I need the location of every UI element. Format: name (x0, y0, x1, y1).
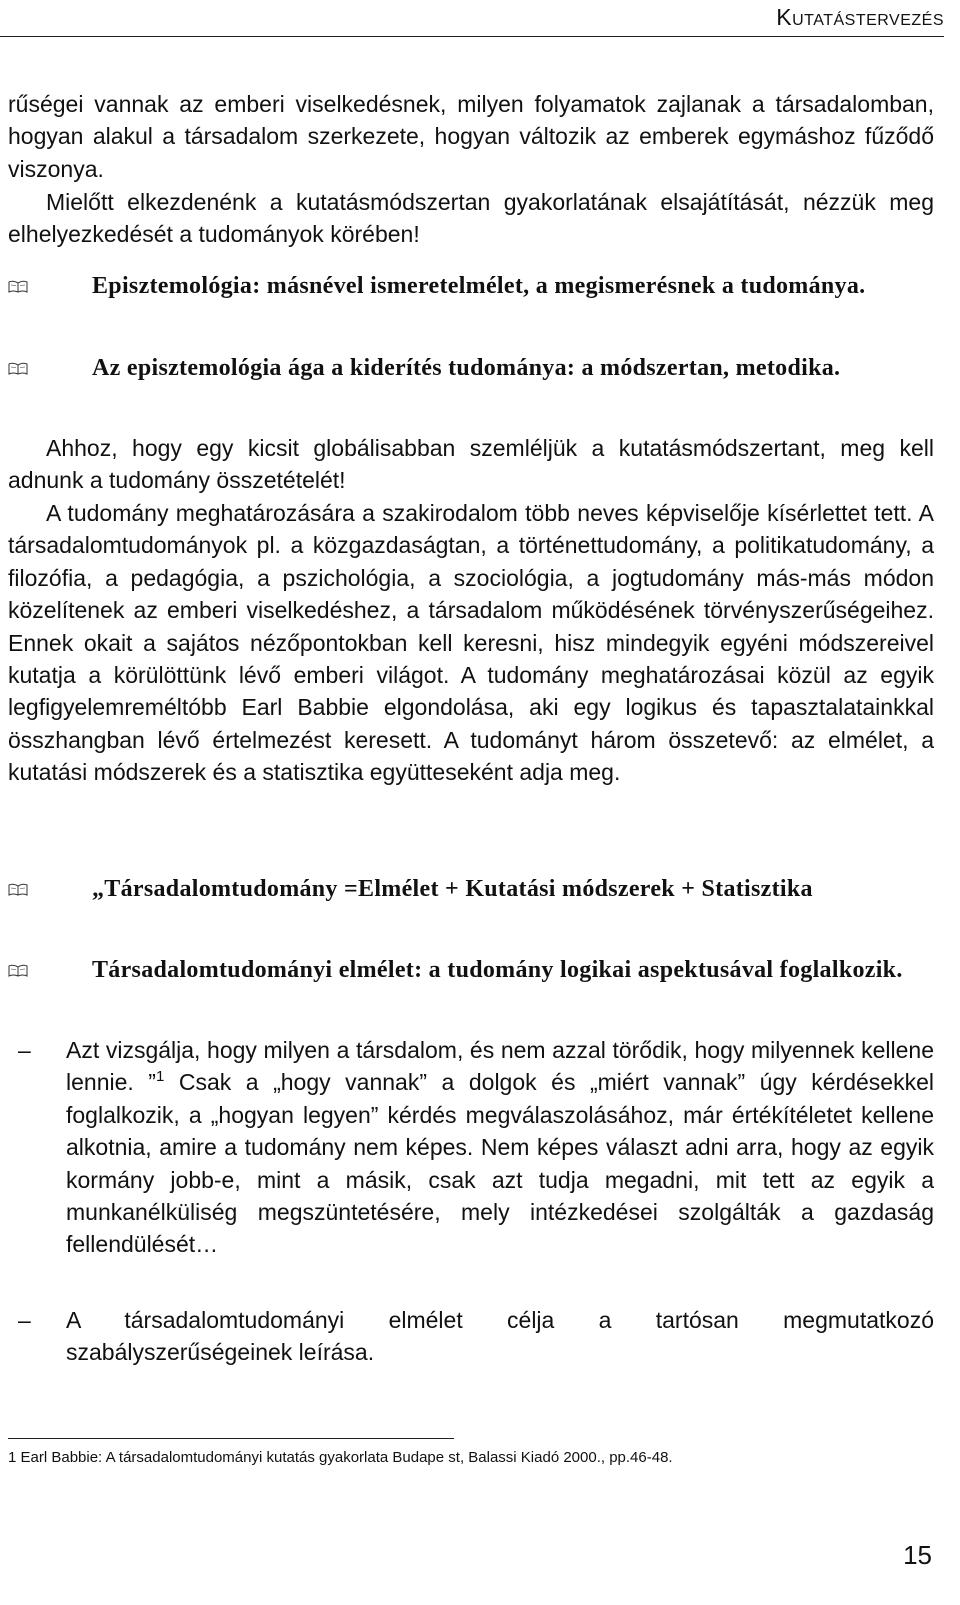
dash-item-examines (8, 1034, 934, 1261)
dash-text-part: Csak a „hogy vannak” a dolgok és „miért vannak” úgy kérdésekkel foglalkozik, a „hogyan legyen” kérdés megválaszolásához, már értékítéletet kellene alkotnia, amire a tudomány nem képes. Nem képes választ adni arra, hogy az egyik kormány jobb-e, mint a másik, csak azt tudja megadni, mit tett az egyik a munkanélküliség megszüntetésére, mely intézkedései szolgálták a gazdaság fellendülését… (66, 1069, 934, 1258)
page-header (0, 0, 944, 37)
bullet-text: „Társadalomtudomány =Elmélet + Kutatási módszerek + Statisztika (92, 876, 813, 902)
paragraph-definition: A tudomány meghatározására a szakirodalom több neves képviselője kísérlettet tett. A társadalomtudományok pl. a közgazdaságtan, a történettudomány, a politikatudomány, a filozófia, a pedagógia, a pszichológia, a szociológia, a jogtudomány más-más módon közelítenek az emberi viselkedéshez, a társadalom működésének törvényszerűségeihez. Ennek okait a sajátos nézőpontokban kell keresni, hisz mindegyik egyéni módszereivel kutatja a körülöttünk lévő emberi világot. A tudomány meghatározásai közül az egyik legfigyelemreméltóbb Earl Babbie elgondolása, aki egy logikus és tapasztalatainkkal összhangban lévő értelmezést keresett. A tudományt három összetevő: az elmélet, a kutatási módszerek és a statisztika együtteseként adja meg. (8, 500, 934, 786)
book-icon (8, 361, 28, 375)
bullet-text: Társadalomtudományi elmélet: a tudomány logikai aspektusával foglalkozik. (92, 957, 903, 983)
running-header-title: Kutatástervezés (776, 4, 944, 30)
bullet-text: Episztemológia: másnével ismeretelmélet, a megismerésnek a tudománya. (92, 273, 866, 299)
dash-mark: – (18, 1307, 31, 1333)
page-number: 15 (903, 1540, 932, 1570)
dash-item-text: A társadalomtudományi elmélet célja a tartósan megmutatkozó szabályszerűségeinek leírása. (66, 1307, 934, 1366)
paragraph-intro: rűségei vannak az emberi viselkedésnek, milyen folyamatok zajlanak a társadalomban, hogyan alakul a társadalom szerkezete, hogyan változik az emberek egymáshoz fűződő viszonya. (8, 91, 934, 182)
book-icon (8, 279, 28, 293)
dash-mark: – (18, 1037, 31, 1063)
footnote: 1 Earl Babbie: A társadalomtudományi kutatás gyakorlata Budape st, Balassi Kiadó 2000., pp.46-48. (8, 1449, 673, 1466)
bullet-epistemology (8, 270, 934, 303)
bullet-text: Az episztemológia ága a kiderítés tudománya: a módszertan, metodika. (92, 355, 841, 381)
dash-text-part: Azt vizsgálja, hogy milyen a társdalom, és nem azzal törődik, hogy milyennek kellene lennie. ” (66, 1037, 934, 1096)
bullet-methodology (8, 352, 934, 385)
footnote-reference[interactable]: 1 (155, 1068, 165, 1086)
dash-item-goal (8, 1304, 934, 1369)
paragraph-placement: Mielőtt elkezdenénk a kutatásmódszertan gyakorlatának elsajátítását, nézzük meg elhelyezkedését a tudományok körében! (8, 189, 934, 248)
book-icon (8, 963, 28, 977)
bullet-formula (8, 873, 934, 906)
footnote-separator (8, 1438, 454, 1439)
dash-item-text (66, 1034, 934, 1261)
bullet-social-theory (8, 954, 934, 987)
paragraph-composition: Ahhoz, hogy egy kicsit globálisabban szemléljük a kutatásmódszertant, meg kell adnunk a tudomány összetételét! (8, 435, 934, 494)
book-icon (8, 882, 28, 896)
